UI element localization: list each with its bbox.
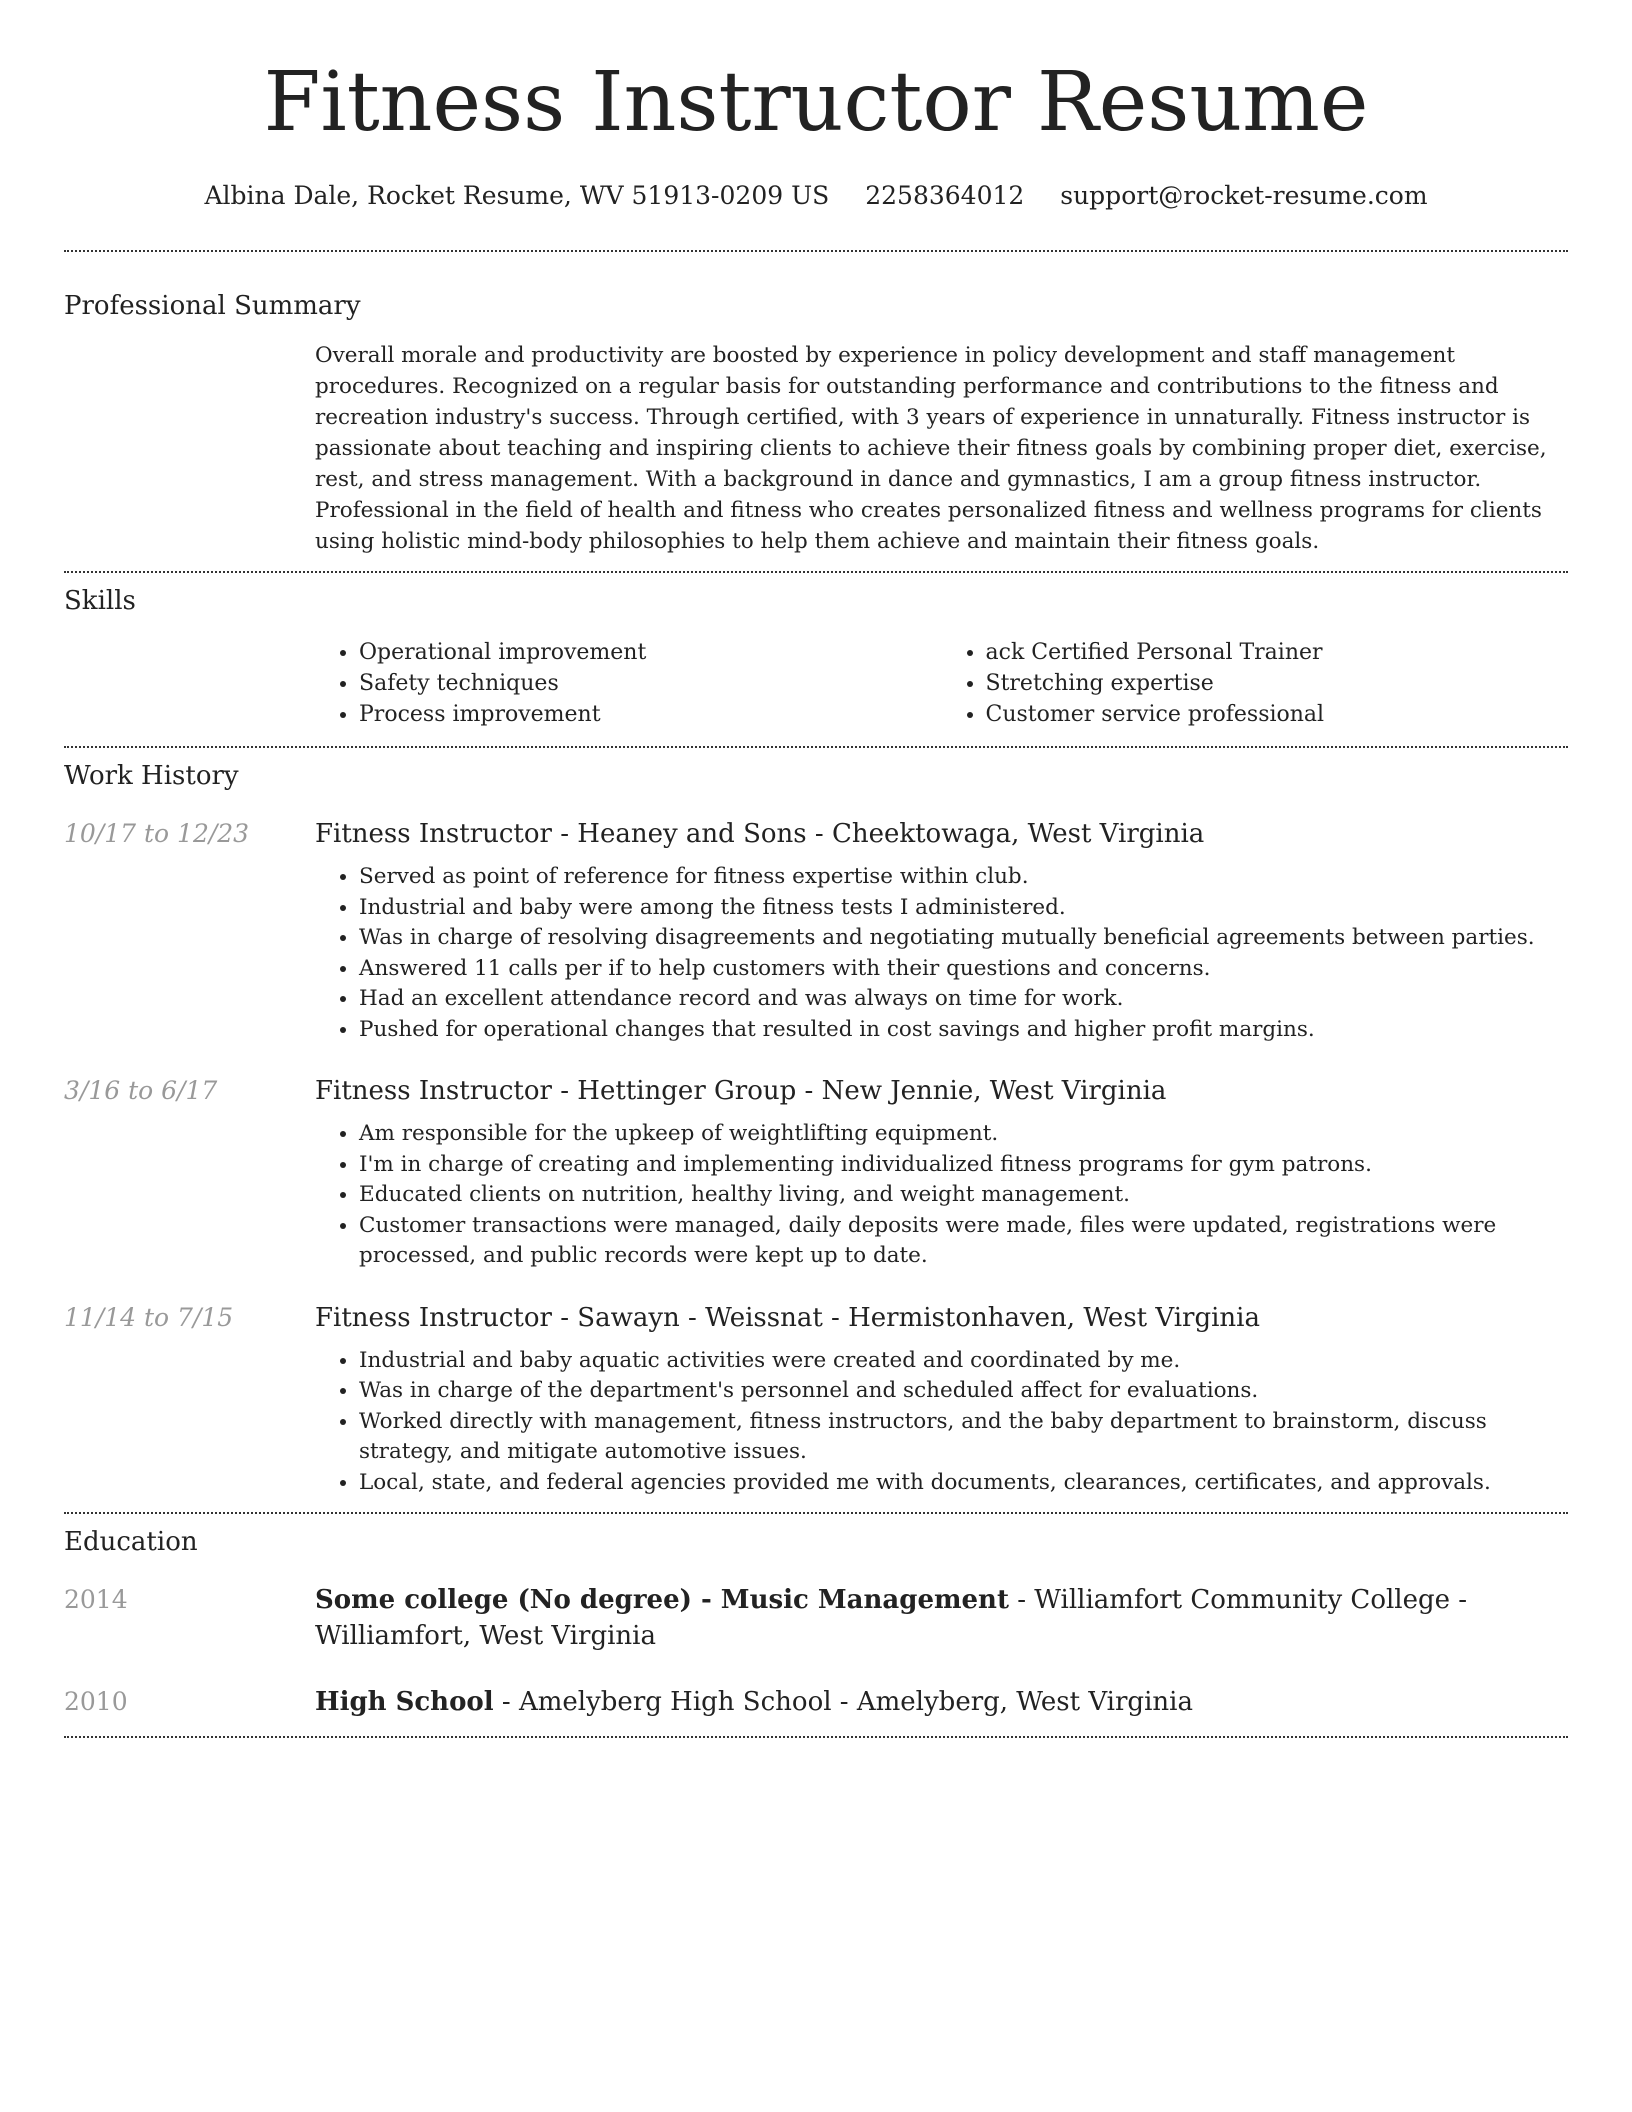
job-title: Fitness Instructor - Hettinger Group - New Jennie, West Virginia: [315, 1076, 1167, 1106]
skills-section: [64, 573, 1568, 730]
skill-item: • Process improvement: [359, 699, 942, 730]
job-bullets: [315, 862, 1568, 1045]
summary-heading: Professional Summary: [64, 291, 361, 321]
job-bullets: [315, 1119, 1568, 1272]
job-dates: 10/17 to 12/23: [64, 819, 250, 848]
job-bullet: • Pushed for operational changes that resulted in cost savings and higher profit margins.: [359, 1015, 1568, 1046]
job-bullet: • Had an excellent attendance record and was always on time for work.: [359, 984, 1568, 1015]
contact-line: [64, 178, 1568, 214]
job-title: Fitness Instructor - Heaney and Sons - Cheektowaga, West Virginia: [315, 819, 1205, 849]
skill-item: • ack Certified Personal Trainer: [986, 637, 1569, 668]
job-entry: [64, 1300, 1568, 1499]
job-bullet: • Educated clients on nutrition, healthy living, and weight management.: [359, 1180, 1568, 1211]
job-bullet: • Local, state, and federal agencies provided me with documents, clearances, certificates, and approvals.: [359, 1468, 1568, 1499]
education-year: 2010: [64, 1687, 128, 1716]
job-bullet: • Served as point of reference for fitness expertise within club.: [359, 862, 1568, 893]
job-bullet: • Was in charge of resolving disagreements and negotiating mutually beneficial agreements between parties.: [359, 923, 1568, 954]
education-entry: [64, 1582, 1568, 1654]
divider: [64, 1736, 1568, 1738]
job-bullet: • Industrial and baby were among the fitness tests I administered.: [359, 893, 1568, 924]
job-entry: [64, 816, 1568, 1045]
job-bullet: • I'm in charge of creating and implementing individualized fitness programs for gym patrons.: [359, 1150, 1568, 1181]
skills-heading: Skills: [64, 586, 136, 616]
skill-item: • Customer service professional: [986, 699, 1569, 730]
education-entry: [64, 1684, 1568, 1720]
work-history-section: [64, 748, 1568, 1498]
education-details: - Williamfort Community College - Williamfort, West Virginia: [315, 1585, 1468, 1651]
job-dates: 11/14 to 7/15: [64, 1302, 234, 1332]
summary-section: [64, 252, 1568, 557]
resume-title: Fitness Instructor Resume: [263, 55, 1369, 150]
resume-page: [64, 0, 1568, 1738]
job-bullets: [315, 1346, 1568, 1499]
skill-item: • Operational improvement: [359, 637, 942, 668]
job-bullet: • Am responsible for the upkeep of weightlifting equipment.: [359, 1119, 1568, 1150]
education-heading: Education: [64, 1527, 198, 1557]
job-bullet: • Was in charge of the department's personnel and scheduled affect for evaluations.: [359, 1376, 1568, 1407]
contact-address: Albina Dale, Rocket Resume, WV 51913-0209 US: [204, 181, 830, 210]
education-degree: Some college (No degree) - Music Management: [315, 1585, 1009, 1615]
job-bullet: • Answered 11 calls per if to help customers with their questions and concerns.: [359, 954, 1568, 985]
job-entry: [64, 1073, 1568, 1272]
education-year: 2014: [64, 1585, 128, 1614]
summary-text: Overall morale and productivity are boosted by experience in policy development and staff management procedures. Recognized on a regular basis for outstanding performance and contributions to the fitness and recreation industry's success. Through certified, with 3 years of experience in unnaturally. Fitness instructor is passionate about teaching and inspiring clients to achieve their fitness goals by combining proper diet, exercise, rest, and stress management. With a background in dance and gymnastics, I am a group fitness instructor. Professional in the field of health and fitness who creates personalized fitness and wellness programs for clients using holistic mind-body philosophies to help them achieve and maintain their fitness goals.: [315, 343, 1547, 554]
work-history-heading: Work History: [64, 761, 239, 791]
education-section: [64, 1514, 1568, 1720]
education-details: - Amelyberg High School - Amelyberg, West Virginia: [493, 1687, 1193, 1717]
job-bullet: • Customer transactions were managed, daily deposits were made, files were updated, registrations were processed, and public records were kept up to date.: [359, 1211, 1568, 1272]
job-bullet: • Worked directly with management, fitness instructors, and the baby department to brainstorm, discuss strategy, and mitigate automotive issues.: [359, 1407, 1568, 1468]
skill-item: • Safety techniques: [359, 668, 942, 699]
contact-email: support@rocket-resume.com: [1060, 181, 1428, 210]
contact-phone: 2258364012: [865, 181, 1025, 210]
skills-list-left: [315, 637, 942, 730]
education-degree: High School: [315, 1687, 494, 1717]
skills-list-right: [942, 637, 1569, 730]
job-bullet: • Industrial and baby aquatic activities were created and coordinated by me.: [359, 1346, 1568, 1377]
job-dates: 3/16 to 6/17: [64, 1076, 218, 1105]
job-title: Fitness Instructor - Sawayn - Weissnat - Hermistonhaven, West Virginia: [315, 1302, 1260, 1333]
skill-item: • Stretching expertise: [986, 668, 1569, 699]
